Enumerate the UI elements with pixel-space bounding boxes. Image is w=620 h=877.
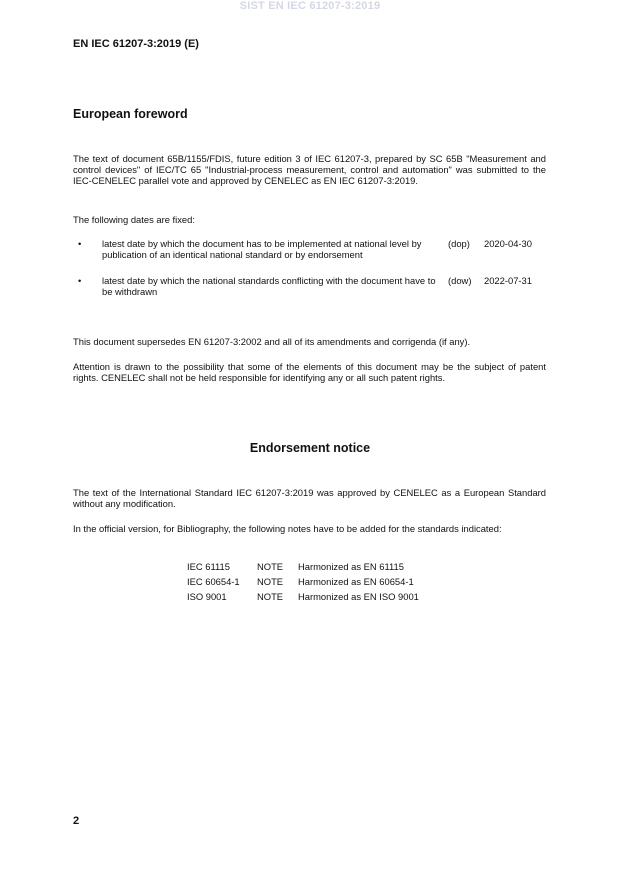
document-id: EN IEC 61207-3:2019 (E) [73,38,199,50]
note-text: Harmonized as EN 61115 [298,561,404,572]
bullet-marker: • [78,238,82,249]
date-item-date: 2022-07-31 [484,275,532,286]
note-standard: IEC 60654-1 [187,576,240,587]
endorsement-paragraph-1: The text of the International Standard IEC 61207-3:2019 was approved by CENELEC as a European Standard without any modification. [73,487,546,510]
date-item-description: latest date by which the document has to be implemented at national level by publication of an identical national standard or by endorsement [102,238,422,261]
note-label: NOTE [257,576,284,587]
note-standard: ISO 9001 [187,591,227,602]
note-text: Harmonized as EN 60654-1 [298,576,414,587]
date-item-date: 2020-04-30 [484,238,532,249]
date-item-abbreviation: (dow) [448,275,472,286]
date-item-description: latest date by which the national standards conflicting with the document have to be withdrawn [102,275,436,298]
endorsement-heading: Endorsement notice [249,441,371,455]
page-number: 2 [73,815,80,827]
watermark: SIST EN IEC 61207-3:2019 [239,0,381,12]
foreword-paragraph-1: The text of document 65B/1155/FDIS, future edition 3 of IEC 61207-3, prepared by SC 65B "Measurement and control devices" of IEC/TC 65 "Industrial-process measurement, control and automation" was submitted to the IEC-CENELEC parallel vote and approved by CENELEC as EN IEC 61207-3:2019. [73,153,546,187]
note-text: Harmonized as EN ISO 9001 [298,591,419,602]
table-row [187,561,419,576]
foreword-paragraph-2: The following dates are fixed: [73,214,195,225]
bibliography-notes [187,561,419,606]
foreword-paragraph-supersedes: This document supersedes EN 61207-3:2002 and all of its amendments and corrigenda (if any). [73,336,471,347]
table-row [187,591,419,606]
note-label: NOTE [257,561,284,572]
bullet-marker: • [78,275,82,286]
foreword-paragraph-patent: Attention is drawn to the possibility that some of the elements of this document may be the subject of patent rights. CENELEC shall not be held responsible for identifying any or all such patent rights. [73,361,546,384]
note-label: NOTE [257,591,284,602]
date-item-abbreviation: (dop) [448,238,470,249]
note-standard: IEC 61115 [187,561,230,572]
table-row [187,576,419,591]
notes-table [187,561,419,606]
endorsement-paragraph-2: In the official version, for Bibliography, the following notes have to be added for the standards indicated: [73,523,502,534]
foreword-heading: European foreword [73,107,188,121]
